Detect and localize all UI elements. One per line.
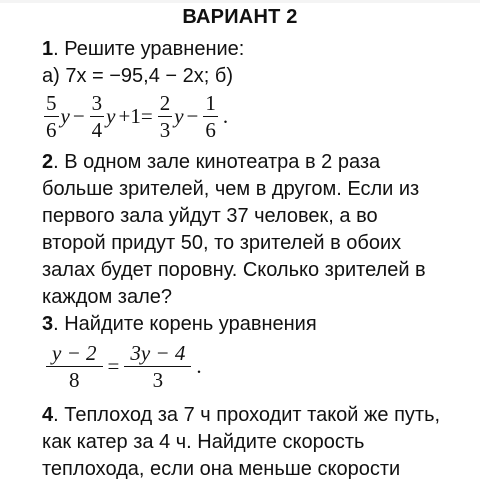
numerator: 3y − 4: [130, 341, 186, 365]
numerator: 2: [159, 91, 171, 115]
task4-line-2: как катер за 4 ч. Найдите скорость: [42, 431, 365, 453]
task2-line-3: первого зала уйдут 37 человек, а во: [42, 205, 378, 227]
fraction: [158, 90, 173, 143]
variable: y: [106, 104, 116, 129]
fraction: [203, 90, 218, 143]
task2-text: . В одном зале кинотеатра в 2 раза: [53, 151, 381, 173]
task2-line-2: больше зрителей, чем в другом. Если из: [42, 178, 420, 200]
task3-equation: [44, 340, 205, 393]
denominator: 6: [46, 118, 57, 143]
operator: +1=: [118, 104, 153, 129]
fraction: [44, 90, 59, 143]
task4-text: . Теплоход за 7 ч проходит такой же путь,: [53, 404, 441, 426]
denominator: 4: [91, 118, 103, 143]
denominator: 6: [205, 118, 216, 143]
variant-title: ВАРИАНТ 2: [182, 6, 298, 28]
operator: −: [186, 104, 199, 129]
period: .: [222, 104, 229, 129]
task2-line-4: второй придут 50, то зрителей в обоих: [42, 232, 402, 254]
operator: −: [72, 104, 85, 129]
task1-part-a: а) 7x = −95,4 − 2x; б): [42, 65, 234, 87]
task2-line-1: [42, 148, 380, 176]
period: .: [196, 354, 202, 379]
task4-line-3: теплохода, если она меньше скорости: [42, 458, 401, 480]
task4-line-1: [42, 401, 440, 429]
task3-number: 3: [42, 313, 54, 335]
numerator: 3: [91, 91, 103, 115]
numerator: 5: [46, 91, 57, 115]
task4-number: 4: [42, 404, 54, 426]
denominator: 3: [152, 368, 164, 393]
task2-line-6: каждом зале?: [42, 286, 172, 308]
task1-text: . Решите уравнение:: [53, 38, 245, 60]
variable: y: [60, 104, 70, 129]
fraction: [46, 340, 103, 393]
denominator: 8: [69, 368, 80, 393]
numerator: 1: [205, 91, 216, 115]
variable: y: [174, 104, 184, 129]
denominator: 3: [159, 118, 171, 143]
task1-number: 1: [42, 38, 54, 60]
numerator: y − 2: [52, 341, 97, 365]
task3-heading: [42, 310, 317, 338]
task2-line-5: залах будет поровну. Сколько зрителей в: [42, 259, 426, 281]
equals-sign: =: [107, 354, 120, 379]
top-divider: [0, 0, 480, 3]
task1-equation-b: [42, 90, 231, 143]
task1-heading: [42, 35, 244, 63]
fraction: [90, 90, 105, 143]
fraction: [124, 340, 191, 393]
task2-number: 2: [42, 151, 54, 173]
task3-text: . Найдите корень уравнения: [53, 313, 317, 335]
